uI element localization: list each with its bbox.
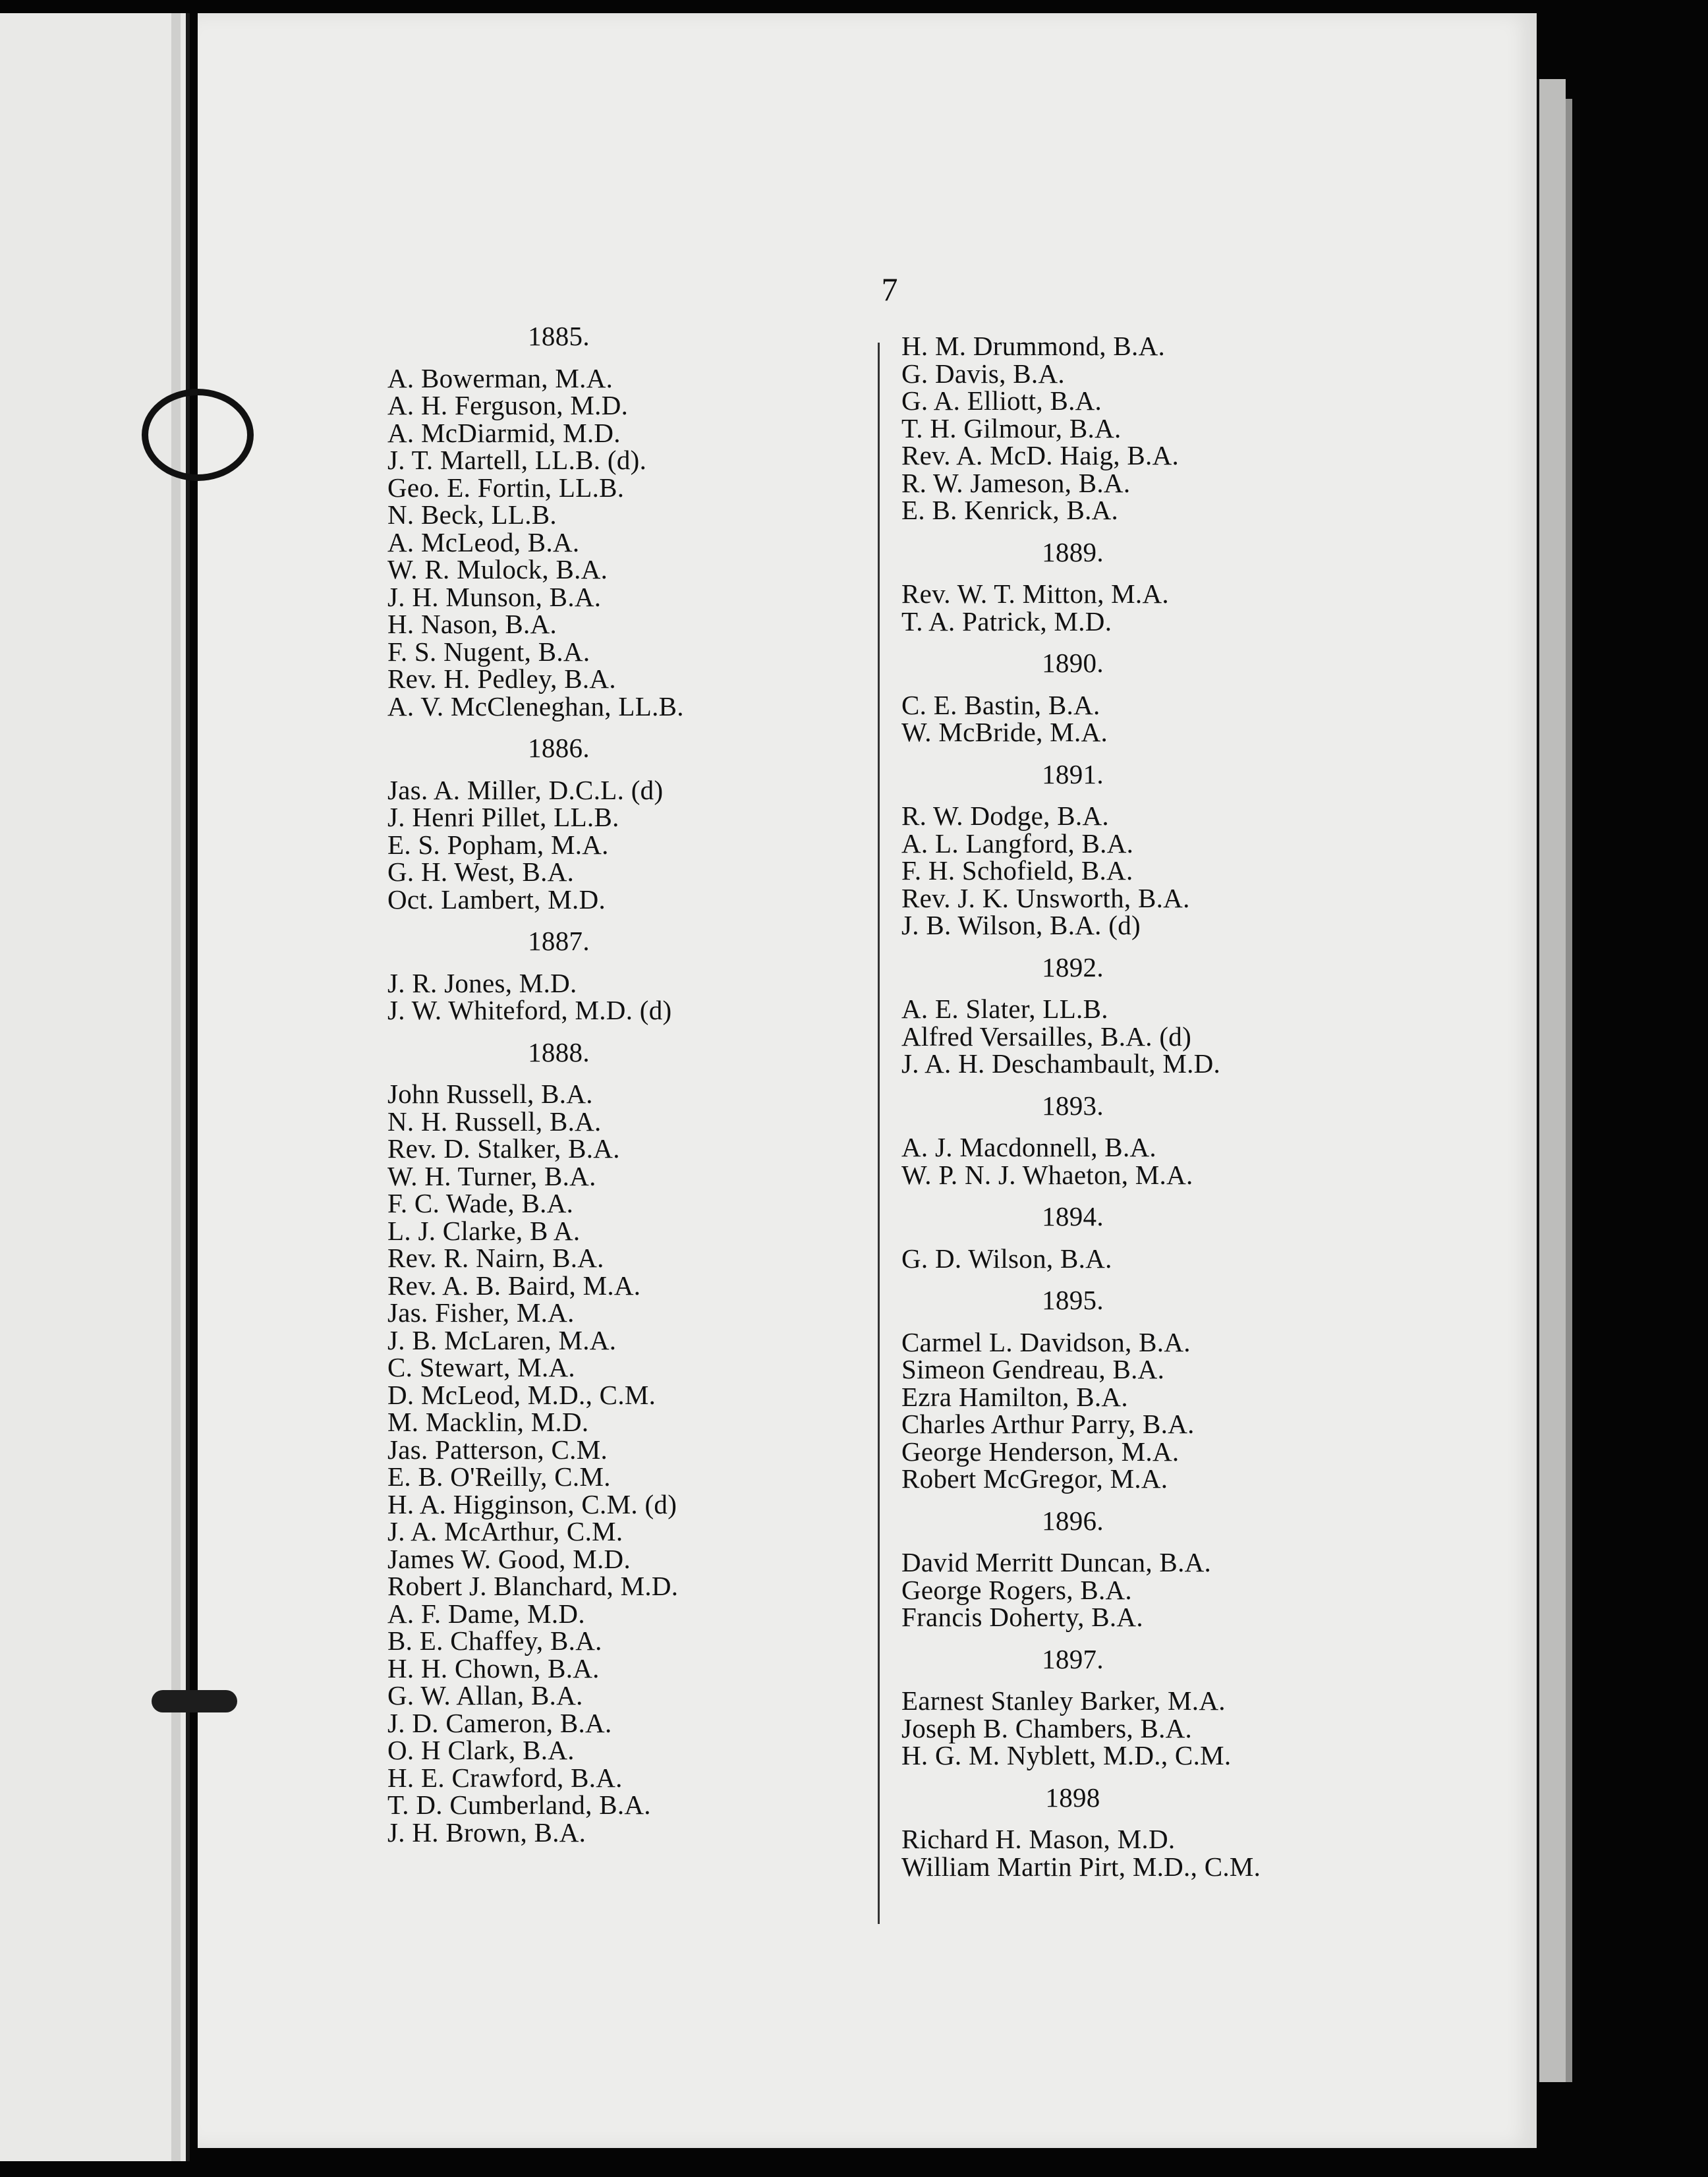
graduate-entry: B. E. Chaffey, B.A.: [387, 1626, 602, 1656]
year-heading: 1886.: [528, 733, 590, 763]
graduate-entry: G. D. Wilson, B.A.: [901, 1243, 1112, 1274]
year-heading: 1889.: [1042, 536, 1104, 567]
year-group: [387, 928, 842, 1025]
graduate-entry: W. McBride, M.A.: [901, 717, 1108, 747]
graduate-entry: A. F. Dame, M.D.: [387, 1598, 585, 1629]
graduate-entry: Jas. A. Miller, D.C.L. (d): [387, 774, 664, 805]
graduate-entry: A. McLeod, B.A.: [387, 526, 580, 557]
graduate-entry: Francis Doherty, B.A.: [901, 1602, 1143, 1632]
page-number: 7: [881, 271, 898, 308]
graduate-entry: J. A. H. Deschambault, M.D.: [901, 1048, 1221, 1079]
graduate-entry: J. D. Cameron, B.A.: [387, 1707, 612, 1738]
graduate-entry: T. A. Patrick, M.D.: [901, 606, 1112, 636]
graduate-entry: J. T. Martell, LL.B. (d).: [387, 445, 647, 475]
graduate-entry: W. H. Turner, B.A.: [387, 1160, 596, 1191]
graduate-entry: H. Nason, B.A.: [387, 609, 557, 639]
graduate-entry: R. W. Dodge, B.A.: [901, 801, 1109, 831]
page-stack-shadow: [1566, 99, 1572, 2082]
graduate-entry: H. A. Higginson, C.M. (d): [387, 1488, 677, 1519]
graduate-entry: A. Bowerman, M.A.: [387, 362, 613, 393]
year-heading: 1885.: [528, 321, 590, 351]
year-group: [901, 333, 1330, 524]
year-group: [387, 735, 842, 913]
graduate-entry: R. W. Jameson, B.A.: [901, 467, 1131, 498]
punch-hole-mark: [142, 389, 254, 481]
graduate-entry: George Henderson, M.A.: [901, 1436, 1180, 1467]
graduate-entry: Rev. A. B. Baird, M.A.: [387, 1270, 641, 1301]
graduate-entry: J. Henri Pillet, LL.B.: [387, 802, 619, 832]
graduate-entry: A. L. Langford, B.A.: [901, 828, 1134, 859]
column-divider: [878, 343, 880, 1924]
graduate-entry: A. E. Slater, LL.B.: [901, 994, 1108, 1024]
year-heading: 1896.: [1042, 1505, 1104, 1536]
year-heading: 1895.: [1042, 1285, 1104, 1315]
previous-page-edge: [0, 13, 190, 2161]
graduate-entry: W. R. Mulock, B.A.: [387, 554, 608, 584]
graduate-entry: J. H. Munson, B.A.: [387, 581, 602, 612]
graduate-entry: A. V. McCleneghan, LL.B.: [387, 691, 684, 721]
right-column: [901, 333, 1330, 1880]
graduate-entry: Rev. H. Pedley, B.A.: [387, 664, 616, 694]
graduate-entry: Jas. Patterson, C.M.: [387, 1434, 608, 1465]
graduate-entry: E. B. Kenrick, B.A.: [901, 495, 1119, 525]
graduate-entry: C. Stewart, M.A.: [387, 1352, 575, 1382]
year-heading: 1887.: [528, 926, 590, 956]
graduate-entry: H. H. Chown, B.A.: [387, 1653, 600, 1683]
year-heading: 1897.: [1042, 1643, 1104, 1674]
year-group: [901, 650, 1330, 747]
graduate-entry: J. B. Wilson, B.A. (d): [901, 910, 1141, 940]
graduate-entry: G. A. Elliott, B.A.: [901, 385, 1102, 416]
graduate-entry: G. H. West, B.A.: [387, 857, 575, 887]
graduate-entry: J. A. McArthur, C.M.: [387, 1516, 623, 1546]
graduate-entry: James W. Good, M.D.: [387, 1543, 631, 1574]
graduate-entry: L. J. Clarke, B A.: [387, 1215, 581, 1246]
year-group: [387, 323, 842, 720]
graduate-entry: E. S. Popham, M.A.: [387, 829, 609, 860]
graduate-entry: H. E. Crawford, B.A.: [387, 1762, 623, 1793]
graduate-entry: Earnest Stanley Barker, M.A.: [901, 1685, 1226, 1716]
graduate-entry: N. Beck, LL.B.: [387, 499, 557, 530]
year-group: [901, 1643, 1330, 1770]
graduate-entry: Geo. E. Fortin, LL.B.: [387, 472, 625, 503]
year-group: [387, 1036, 842, 1848]
graduate-entry: H. G. M. Nyblett, M.D., C.M.: [901, 1740, 1232, 1770]
graduate-entry: T. D. Cumberland, B.A.: [387, 1790, 651, 1820]
year-heading: 1892.: [1042, 951, 1104, 982]
graduate-entry: George Rogers, B.A.: [901, 1574, 1132, 1605]
year-heading: 1891.: [1042, 758, 1104, 789]
graduate-entry: E. B. O'Reilly, C.M.: [387, 1461, 611, 1492]
graduate-entry: John Russell, B.A.: [387, 1079, 593, 1109]
graduate-entry: W. P. N. J. Whaeton, M.A.: [901, 1159, 1193, 1190]
graduate-entry: Charles Arthur Parry, B.A.: [901, 1409, 1195, 1439]
left-column: [387, 323, 842, 1846]
year-group: [901, 1287, 1330, 1493]
graduate-entry: T. H. Gilmour, B.A.: [901, 412, 1122, 443]
year-group: [901, 1092, 1330, 1189]
graduate-entry: Joseph B. Chambers, B.A.: [901, 1712, 1193, 1743]
year-group: [901, 1784, 1330, 1881]
graduate-entry: Rev. A. McD. Haig, B.A.: [901, 440, 1180, 470]
graduate-entry: Ezra Hamilton, B.A.: [901, 1381, 1128, 1412]
page-stack-edge: [1537, 79, 1566, 2082]
graduate-entry: Jas. Fisher, M.A.: [387, 1297, 575, 1328]
graduate-entry: O. H Clark, B.A.: [387, 1735, 575, 1765]
year-group: [901, 536, 1330, 636]
graduate-entry: H. M. Drummond, B.A.: [901, 331, 1166, 361]
year-heading: 1893.: [1042, 1090, 1104, 1121]
graduate-entry: N. H. Russell, B.A.: [387, 1106, 602, 1137]
graduate-entry: G. Davis, B.A.: [901, 358, 1065, 389]
graduate-entry: J. W. Whiteford, M.D. (d): [387, 995, 672, 1025]
graduate-entry: C. E. Bastin, B.A.: [901, 689, 1100, 720]
year-group: [901, 758, 1330, 940]
graduate-entry: A. H. Ferguson, M.D.: [387, 390, 629, 420]
graduate-entry: Richard H. Mason, M.D.: [901, 1824, 1176, 1854]
graduate-entry: William Martin Pirt, M.D., C.M.: [901, 1851, 1261, 1882]
graduate-entry: Rev. J. K. Unsworth, B.A.: [901, 882, 1190, 913]
graduate-entry: F. H. Schofield, B.A.: [901, 855, 1133, 886]
graduate-entry: Robert J. Blanchard, M.D.: [387, 1571, 679, 1601]
graduate-entry: D. McLeod, M.D., C.M.: [387, 1379, 656, 1410]
graduate-entry: A. McDiarmid, M.D.: [387, 417, 621, 448]
graduate-entry: J. B. McLaren, M.A.: [387, 1324, 617, 1355]
graduate-entry: Oct. Lambert, M.D.: [387, 884, 606, 915]
graduate-entry: Rev. W. T. Mitton, M.A.: [901, 579, 1169, 609]
year-group: [901, 1203, 1330, 1272]
year-heading: 1890.: [1042, 648, 1104, 678]
graduate-entry: Carmel L. Davidson, B.A.: [901, 1326, 1191, 1357]
binding-thread-mark: [152, 1690, 237, 1712]
year-heading: 1894.: [1042, 1201, 1104, 1231]
graduate-entry: F. C. Wade, B.A.: [387, 1188, 574, 1218]
graduate-entry: David Merritt Duncan, B.A.: [901, 1547, 1212, 1577]
graduate-entry: Robert McGregor, M.A.: [901, 1463, 1168, 1494]
graduate-entry: M. Macklin, M.D.: [387, 1407, 589, 1437]
year-heading: 1898: [1045, 1782, 1100, 1813]
graduate-entry: A. J. Macdonnell, B.A.: [901, 1132, 1156, 1162]
graduate-entry: Rev. R. Nairn, B.A.: [387, 1243, 604, 1273]
graduate-entry: Alfred Versailles, B.A. (d): [901, 1021, 1192, 1052]
graduate-entry: Rev. D. Stalker, B.A.: [387, 1133, 620, 1164]
graduate-entry: J. H. Brown, B.A.: [387, 1817, 586, 1848]
graduate-entry: J. R. Jones, M.D.: [387, 967, 577, 998]
graduate-entry: F. S. Nugent, B.A.: [387, 636, 590, 667]
year-group: [901, 1505, 1330, 1632]
year-group: [901, 951, 1330, 1079]
graduate-entry: G. W. Allan, B.A.: [387, 1680, 583, 1710]
year-heading: 1888.: [528, 1036, 590, 1067]
graduate-entry: Simeon Gendreau, B.A.: [901, 1354, 1165, 1384]
